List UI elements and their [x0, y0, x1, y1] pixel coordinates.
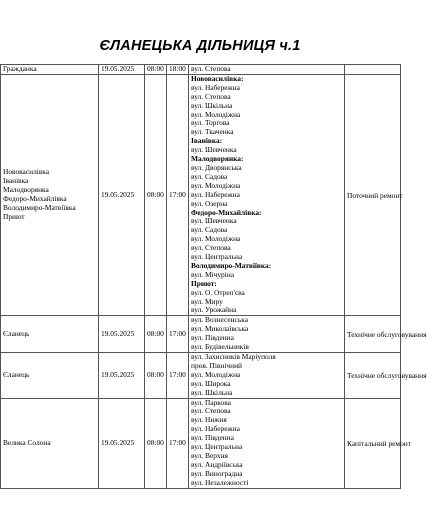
street-name: вул. Шевченка [191, 216, 237, 226]
street-name: вул. Степова [191, 406, 231, 416]
start-time-cell: 08:00 [145, 316, 167, 353]
street-name: вул. Шкільна [191, 387, 233, 397]
settlement-name: Іванівка [3, 176, 29, 186]
street-name: вул. Вознесенська [191, 315, 248, 325]
settlement-name: Єланець [3, 369, 30, 379]
reason-cell: Технічне обслуговування [345, 316, 401, 353]
street-name: вул. Нижня [191, 415, 227, 425]
street-name: вул. Центральна [191, 442, 243, 452]
street-name: вул. Миру [191, 296, 223, 306]
street-name: вул. Набережна [191, 82, 240, 92]
street-name: пров. Північний [191, 360, 243, 370]
street-name: вул. О. Отреп'єва [191, 287, 245, 297]
reason-cell: Капітальний ремонт [345, 398, 401, 488]
street-name: вул. Набережна [191, 189, 240, 199]
street-name: вул. Верхня [191, 450, 228, 460]
settlement-cell [1, 316, 99, 353]
settlement-cell [1, 65, 99, 75]
start-time-cell: 08:00 [145, 65, 167, 75]
streets-cell [189, 353, 345, 399]
street-name: вул. Паркова [191, 397, 231, 407]
street-name: вул. Озерна [191, 198, 228, 208]
street-name: вул. Степова [191, 91, 231, 101]
table-row [1, 65, 401, 75]
outage-schedule-table [0, 64, 427, 489]
settlement-subheading: Федоро-Михайлівка: [191, 207, 262, 217]
street-name: вул. Молодіжна [191, 234, 241, 244]
street-name: вул. Торгова [191, 118, 230, 128]
street-name: вул. Ткаченка [191, 127, 234, 137]
streets-cell [189, 74, 345, 315]
settlement-subheading: Малодворянка: [191, 154, 244, 164]
streets-cell [189, 65, 345, 75]
street-name: вул. Миколаївська [191, 324, 249, 334]
reason-cell: Технічне обслуговування [345, 353, 401, 399]
table-row [1, 353, 401, 399]
start-time-cell: 08:00 [145, 74, 167, 315]
settlement-subheading: Іванівка: [191, 136, 223, 146]
table-row [1, 74, 401, 315]
street-name: вул. Андріївська [191, 459, 243, 469]
streets-cell [189, 398, 345, 488]
settlement-name: Приют [3, 211, 25, 221]
settlement-cell [1, 353, 99, 399]
settlement-name: Гражданка [3, 64, 37, 73]
reason-cell: Поточний ремонт [345, 74, 401, 315]
reason-cell [345, 65, 401, 75]
end-time-cell: 17:00 [167, 74, 189, 315]
date-cell: 19.05.2025 [99, 74, 145, 315]
street-name: вул. Незалежності [191, 477, 249, 487]
end-time-cell: 17:00 [167, 316, 189, 353]
settlement-subheading: Володимиро-Матвіївка: [191, 260, 272, 270]
street-name: вул. Південна [191, 433, 234, 443]
settlement-cell [1, 398, 99, 488]
settlement-name: Федоро-Михайлівка [3, 194, 67, 204]
page-title: ЄЛАНЕЦЬКА ДІЛЬНИЦЯ ч.1 [99, 38, 301, 54]
start-time-cell: 08:00 [145, 353, 167, 399]
street-name: вул. Центральна [191, 252, 243, 262]
street-name: вул. Урожайна [191, 305, 237, 315]
end-time-cell: 17:00 [167, 398, 189, 488]
street-name: вул. Молодіжна [191, 180, 241, 190]
street-name: вул. Садова [191, 171, 228, 181]
settlement-subheading: Нововасилівка: [191, 73, 244, 83]
street-name: вул. Широка [191, 378, 231, 388]
settlement-name: Нововасилівка [3, 167, 50, 177]
street-name: вул. Будівельників [191, 342, 249, 352]
street-name: вул. Степова [191, 243, 231, 253]
street-name: вул. Шевченка [191, 145, 237, 155]
street-name: вул. Набережна [191, 424, 240, 434]
start-time-cell: 08:00 [145, 398, 167, 488]
end-time-cell: 18:00 [167, 65, 189, 75]
street-name: вул. Садова [191, 225, 228, 235]
settlement-cell [1, 74, 99, 315]
street-name: вул. Виноградна [191, 468, 243, 478]
settlement-name: Єланець [3, 328, 30, 338]
table-row [1, 398, 401, 488]
end-time-cell: 17:00 [167, 353, 189, 399]
settlement-name: Володимиро-Матвіївка [3, 203, 76, 213]
settlement-name: Малодворянка [3, 185, 49, 195]
date-cell: 19.05.2025 [99, 398, 145, 488]
street-name: вул. Молодіжна [191, 369, 241, 379]
streets-cell [189, 316, 345, 353]
date-cell: 19.05.2025 [99, 353, 145, 399]
street-name: вул. Шкільна [191, 100, 233, 110]
street-name: вул. Південна [191, 333, 234, 343]
street-name: вул. Захисників Маріуполя [191, 352, 276, 361]
street-name: вул. Дворянська [191, 162, 242, 172]
date-cell: 19.05.2025 [99, 65, 145, 75]
table-row [1, 316, 401, 353]
street-name: вул. Мічуріна [191, 269, 235, 279]
street-name: вул. Степова [191, 64, 231, 73]
settlement-name: Велика Солона [3, 437, 51, 447]
date-cell: 19.05.2025 [99, 316, 145, 353]
street-name: вул. Молодіжна [191, 109, 241, 119]
settlement-subheading: Приют: [191, 278, 217, 288]
